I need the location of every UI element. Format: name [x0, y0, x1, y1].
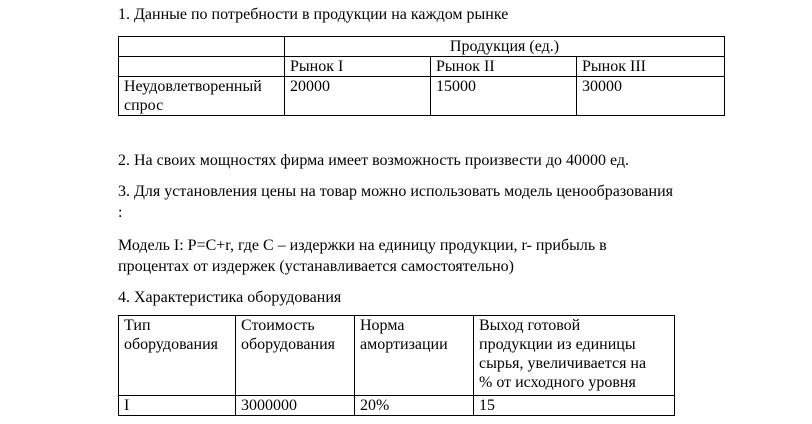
header-cell: [355, 316, 474, 396]
equipment-value: 20%: [355, 396, 474, 416]
demand-table: [118, 36, 725, 116]
equipment-value: I: [119, 396, 236, 416]
model-description-line: Модель I: P=C+r, где С – издержки на единицу продукции, r- прибыль в: [118, 237, 607, 254]
equipment-value: 3000000: [236, 396, 355, 416]
header-line: Норма: [360, 317, 405, 334]
demand-value: 15000: [431, 77, 577, 116]
header-line: оборудования: [241, 336, 335, 353]
header-line: % от исходного уровня: [479, 374, 636, 391]
section4-heading: 4. Характеристика оборудования: [118, 289, 342, 306]
market-header: Рынок I: [285, 57, 431, 77]
header-cell: [119, 316, 236, 396]
equipment-value: 15: [474, 396, 675, 416]
market-header: Рынок II: [431, 57, 577, 77]
demand-value: 20000: [285, 77, 431, 116]
section1-heading: 1. Данные по потребности в продукции на каждом рынке: [118, 6, 509, 23]
header-line: сырья, увеличивается на: [479, 355, 647, 372]
model-description-line: процентах от издержек (устанавливается самостоятельно): [118, 258, 515, 275]
empty-header-cell: [119, 37, 285, 57]
section2-text: 2. На своих мощностях фирма имеет возможность произвести до 40000 ед.: [118, 152, 630, 169]
header-cell: [474, 316, 675, 396]
row-label-line: спрос: [124, 97, 164, 114]
product-group-header: Продукция (ед.): [285, 37, 725, 57]
demand-value: 30000: [577, 77, 725, 116]
row-label-line: Неудовлетворенный: [124, 78, 262, 95]
row-label: [119, 77, 285, 116]
header-line: оборудования: [124, 336, 218, 353]
section3-line: 3. Для установления цены на товар можно использовать модель ценообразования: [118, 183, 673, 200]
equipment-table: [118, 315, 675, 416]
market-header: Рынок III: [577, 57, 725, 77]
empty-header-cell: [119, 57, 285, 77]
header-cell: [236, 316, 355, 396]
header-line: амортизации: [360, 336, 448, 353]
header-line: Выход готовой: [479, 317, 581, 334]
header-line: продукции из единицы: [479, 336, 636, 353]
header-line: Стоимость: [241, 317, 315, 334]
header-line: Тип: [124, 317, 151, 334]
section3-colon: :: [118, 204, 123, 221]
